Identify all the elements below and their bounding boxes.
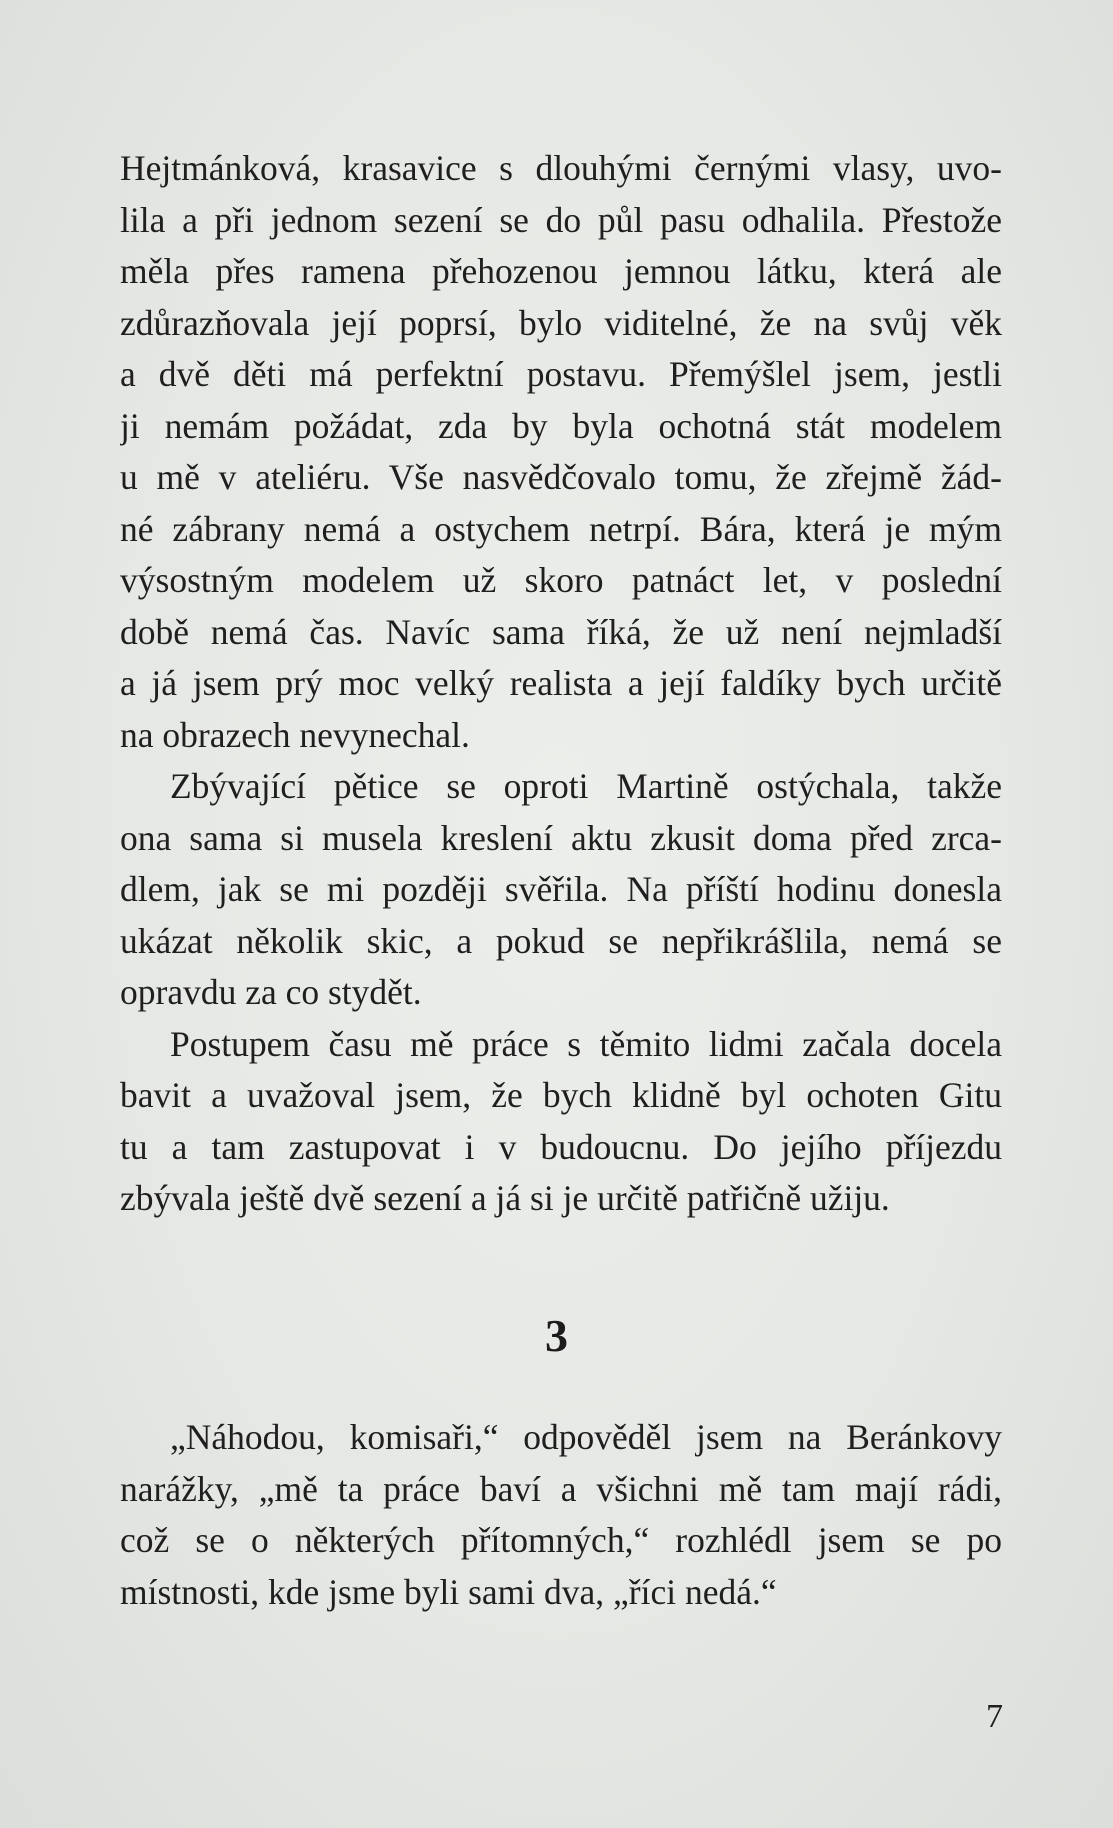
body-text — [120, 143, 1002, 1225]
text-line: né zábrany nemá a ostychem netrpí. Bára, která je mým — [120, 508, 1002, 549]
text-line: bavit a uvažoval jsem, že bych klidně byl ochoten Gitu — [120, 1075, 1002, 1115]
text-line: ona sama si musela kreslení aktu zkusit doma před zrca- — [120, 817, 1002, 858]
text-line: zbývala ještě dvě sezení a já si je určitě patřičně užiju. — [120, 1178, 890, 1218]
text-line: narážky, „mě ta práce baví a všichni mě tam mají rádi, — [120, 1468, 1002, 1509]
chapter-text — [120, 1412, 1002, 1618]
text-line: výsostným modelem už skoro patnáct let, v poslední — [120, 560, 1002, 600]
text-line: zdůrazňovala její poprsí, bylo viditelné, že na svůj věk — [120, 302, 1002, 343]
text-line: dlem, jak se mi později svěřila. Na příští hodinu donesla — [120, 869, 1002, 909]
text-line: a já jsem prý moc velký realista a její faldíky bych určitě — [120, 663, 1002, 703]
chapter-number: 3 — [545, 1310, 568, 1361]
text-line: Postupem času mě práce s těmito lidmi začala docela — [170, 1023, 1002, 1064]
page-number: 7 — [986, 1698, 1003, 1735]
text-line: ukázat několik skic, a pokud se nepřikrášlila, nemá se — [120, 920, 1002, 961]
text-line: Zbývající pětice se oproti Martině ostýchala, takže — [170, 766, 1002, 806]
text-line: místnosti, kde jsme byli sami dva, „říci nedá.“ — [120, 1571, 777, 1612]
text-line: Hejtmánková, krasavice s dlouhými černými vlasy, uvo- — [120, 148, 1002, 188]
text-line: opravdu za co stydět. — [120, 972, 422, 1012]
text-line: lila a při jednom sezení se do půl pasu odhalila. Přestože — [120, 199, 1002, 240]
text-line: u mě v ateliéru. Vše nasvědčovalo tomu, že zřejmě žád- — [120, 457, 1002, 497]
text-line: což se o některých přítomných,“ rozhlédl jsem se po — [120, 1520, 1002, 1560]
text-line: době nemá čas. Navíc sama říká, že už není nejmladší — [120, 611, 1002, 652]
text-line: ji nemám požádat, zda by byla ochotná stát modelem — [120, 405, 1002, 446]
text-line: „Náhodou, komisaři,“ odpověděl jsem na Beránkovy — [170, 1417, 1002, 1457]
text-line: na obrazech nevynechal. — [120, 714, 470, 755]
text-line: měla přes ramena přehozenou jemnou látku, která ale — [120, 251, 1002, 291]
text-line: a dvě děti má perfektní postavu. Přemýšlel jsem, jestli — [120, 354, 1002, 394]
text-line: tu a tam zastupovat i v budoucnu. Do jejího příjezdu — [120, 1126, 1002, 1167]
